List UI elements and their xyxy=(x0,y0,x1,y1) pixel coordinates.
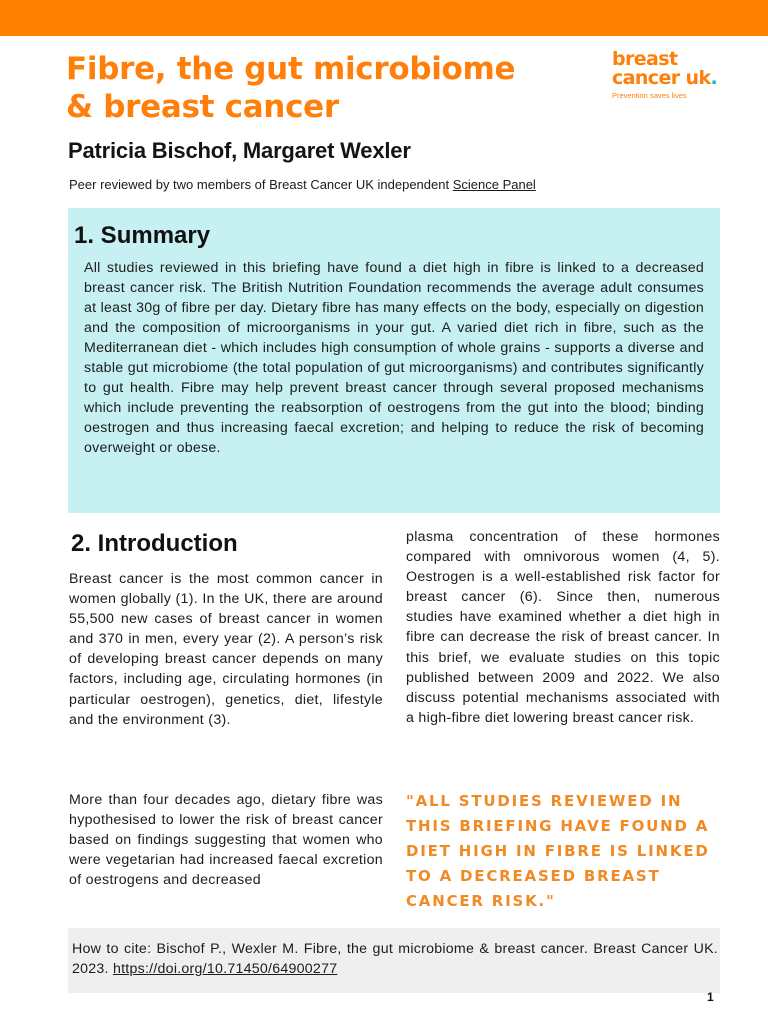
top-accent-bar xyxy=(0,0,768,36)
summary-heading: 1. Summary xyxy=(74,222,211,249)
logo-line-1: breast xyxy=(612,48,678,70)
citation-box xyxy=(68,928,720,993)
title-line-2: & breast cancer xyxy=(66,89,339,125)
page-title xyxy=(66,50,586,126)
summary-box xyxy=(68,208,720,513)
doi-link[interactable]: https://doi.org/10.71450/64900277 xyxy=(112,961,338,977)
logo-dot: . xyxy=(710,67,718,89)
logo-tagline: Prevention saves lives xyxy=(612,91,687,100)
citation-body: How to cite: Bischof P., Wexler M. Fibre, the gut microbiome & breast cancer. Breast Cancer UK. 2023. xyxy=(72,941,718,977)
logo-line-2-text: cancer uk xyxy=(612,67,711,89)
citation-text xyxy=(72,939,718,979)
title-line-1: Fibre, the gut microbiome xyxy=(66,51,516,87)
authors: Patricia Bischof, Margaret Wexler xyxy=(68,138,411,163)
peer-review-note xyxy=(69,177,536,192)
introduction-heading: 2. Introduction xyxy=(71,530,238,557)
introduction-paragraph-2: More than four decades ago, dietary fibre was hypothesised to lower the risk of breast cancer based on findings suggesting that women who were vegetarian had increased faecal excretion of oestrogens and decreased xyxy=(69,792,383,889)
introduction-paragraph-1: Breast cancer is the most common cancer in women globally (1). In the UK, there are around 55,500 new cases of breast cancer in women and 370 in men, every year (2). A person’s risk of developing breast cancer depends on many factors, including age, circulating hormones (in particular oestrogen), genetics, diet, lifestyle and the environment (3). xyxy=(69,571,383,728)
science-panel-link[interactable]: Science Panel xyxy=(452,177,536,192)
peer-review-text: Peer reviewed by two members of Breast Cancer UK independent xyxy=(69,177,453,192)
logo-line-2 xyxy=(612,69,752,88)
breast-cancer-uk-logo xyxy=(612,50,752,100)
summary-body: All studies reviewed in this briefing have found a diet high in fibre is linked to a decreased breast cancer risk. The British Nutrition Foundation recommends the average adult consumes at least 30g of fibre per day. Dietary fibre has many effects on the body, especially on digestion and the composition of microorganisms in your gut. A varied diet rich in fibre, such as the Mediterranean diet - which includes high consumption of whole grains - supports a diverse and stable gut microbiome (the total population of gut microorganisms) and contributes significantly to gut health. Fibre may help prevent breast cancer through several proposed mechanisms which include preventing the reabsorption of oestrogens from the gut into the blood; binding oestrogen and thus increasing faecal excretion; and helping to reduce the risk of becoming overweight or obese. xyxy=(84,260,704,456)
introduction-paragraph-2-continued: plasma concentration of these hormones compared with omnivorous women (4, 5). Oestrogen is a well-established risk factor for breast cancer (6). Since then, numerous studies have examined whether a diet high in fibre can decrease the risk of breast cancer. In this brief, we evaluate studies on this topic published between 2009 and 2022. We also discuss potential mechanisms associated with a high-fibre diet lowering breast cancer risk. xyxy=(406,529,720,726)
pull-quote: "ALL STUDIES REVIEWED IN THIS BRIEFING HAVE FOUND A DIET HIGH IN FIBRE IS LINKED TO A DECREASED BREAST CANCER RISK." xyxy=(406,792,710,910)
page-number: 1 xyxy=(707,990,714,1004)
